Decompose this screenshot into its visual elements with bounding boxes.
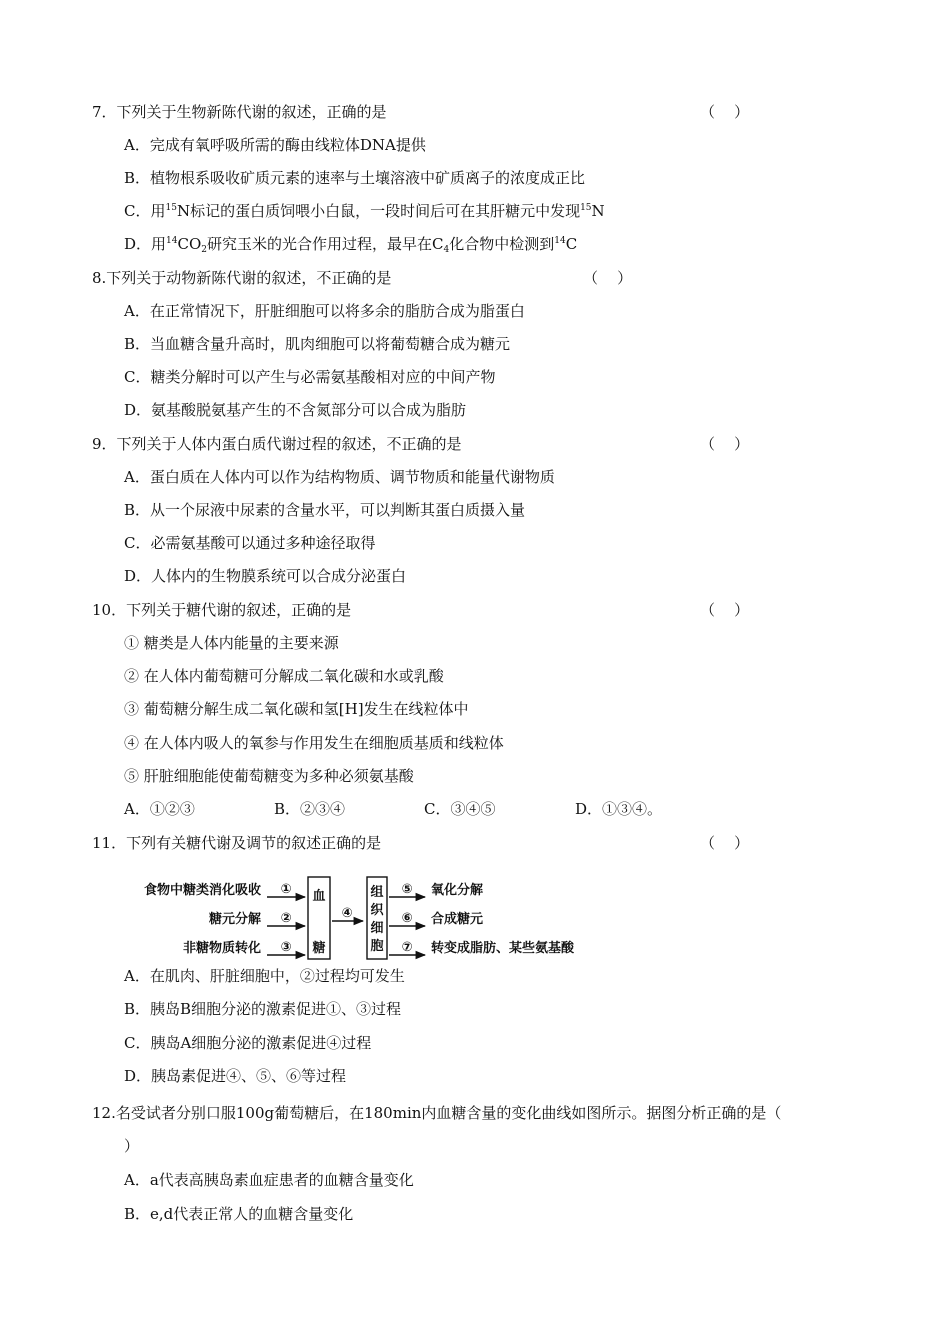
- tissue-cell-char-1: 组: [370, 885, 384, 900]
- question-7-option-b: B．植物根系吸收矿质元素的速率与土壤溶液中矿质离子的浓度成正比: [124, 169, 586, 187]
- question-12-stem-closing-bracket: ）: [124, 1137, 140, 1155]
- question-10-answer-bracket: （ ）: [700, 601, 750, 619]
- question-7-option-a: A．完成有氧呼吸所需的酶由线粒体DNA提供: [124, 136, 426, 154]
- question-10-choice-b: B．②③④: [274, 800, 346, 818]
- blood-sugar-char-1: 血: [312, 889, 326, 904]
- question-8-option-b: B．当血糖含量升高时，肌肉细胞可以将葡萄糖合成为糖元: [124, 335, 511, 353]
- question-10-statement: ① 糖类是人体内能量的主要来源: [124, 634, 339, 652]
- question-8-stem: 8.下列关于动物新陈代谢的叙述，不正确的是: [92, 269, 392, 287]
- process-number-3: ③: [280, 940, 292, 955]
- question-10-stem: 10．下列关于糖代谢的叙述，正确的是: [92, 601, 352, 619]
- output-label-glycogen-synthesis: 合成糖元: [431, 912, 484, 927]
- question-7-stem: 7．下列关于生物新陈代谢的叙述，正确的是: [92, 103, 387, 121]
- question-8-option-c: C．糖类分解时可以产生与必需氨基酸相对应的中间产物: [124, 368, 496, 386]
- question-10-choice-a: A．①②③: [124, 800, 195, 818]
- question-7-option-d: D．用$^{14}CO_2$研究玉米的光合作用过程，最早在$C_4$化合物中检测到$^{14}$C: [124, 235, 578, 255]
- question-8-answer-bracket: （ ）: [583, 269, 633, 287]
- output-label-oxidation: 氧化分解: [431, 883, 484, 898]
- question-10-statement: ⑤ 肝脏细胞能使葡萄糖变为多种必须氨基酸: [124, 767, 414, 785]
- question-9-stem: 9．下列关于人体内蛋白质代谢过程的叙述，不正确的是: [92, 435, 462, 453]
- question-10-choice-c: C．③④⑤: [424, 800, 496, 818]
- question-8-option-a: A．在正常情况下，肝脏细胞可以将多余的脂肪合成为脂蛋白: [124, 302, 525, 320]
- tissue-cell-char-3: 细: [370, 921, 384, 936]
- question-12-stem: 12.名受试者分别口服100g葡萄糖后，在180min内血糖含量的变化曲线如图所示。据图分析正确的是（: [92, 1104, 782, 1122]
- tissue-cell-char-4: 胞: [370, 939, 384, 954]
- question-10-choice-d: D．①③④。: [575, 800, 663, 818]
- question-7-option-c: C．用$^{15}$N标记的蛋白质饲喂小白鼠，一段时间后可在其肝糖元中发现$^{15}$N: [124, 202, 605, 220]
- blood-sugar-char-2: 糖: [312, 941, 326, 956]
- question-7-answer-bracket: （ ）: [700, 103, 750, 121]
- question-9-option-d: D．人体内的生物膜系统可以合成分泌蛋白: [124, 567, 407, 585]
- process-number-4: ④: [341, 906, 353, 921]
- question-9-option-a: A．蛋白质在人体内可以作为结构物质、调节物质和能量代谢物质: [124, 468, 555, 486]
- question-8-option-d: D．氨基酸脱氨基产生的不含氮部分可以合成为脂肪: [124, 401, 467, 419]
- blood-sugar-metabolism-diagram: [125, 875, 595, 961]
- question-11-option-b: B．胰岛B细胞分泌的激素促进①、③过程: [124, 1000, 402, 1018]
- question-12-option-a: A．a代表高胰岛素血症患者的血糖含量变化: [124, 1171, 414, 1189]
- question-10-statement: ② 在人体内葡萄糖可分解成二氧化碳和水或乳酸: [124, 667, 444, 685]
- source-label-digestion: 食物中糖类消化吸收: [143, 883, 261, 898]
- question-12-option-b: B．e,d代表正常人的血糖含量变化: [124, 1205, 354, 1223]
- output-label-conversion: 转变成脂肪、某些氨基酸: [431, 941, 575, 956]
- question-10-statement: ④ 在人体内吸人的氧参与作用发生在细胞质基质和线粒体: [124, 734, 504, 752]
- process-number-1: ①: [280, 882, 292, 897]
- process-number-7: ⑦: [401, 940, 413, 955]
- source-label-non-sugar-conversion: 非糖物质转化: [182, 941, 261, 956]
- question-9-option-b: B．从一个尿液中尿素的含量水平，可以判断其蛋白质摄入量: [124, 501, 526, 519]
- question-11-option-d: D．胰岛素促进④、⑤、⑥等过程: [124, 1067, 347, 1085]
- question-10-statement: ③ 葡萄糖分解生成二氧化碳和氢[H]发生在线粒体中: [124, 700, 469, 718]
- question-11-option-a: A．在肌肉、肝脏细胞中，②过程均可发生: [124, 967, 405, 985]
- question-11-option-c: C．胰岛A细胞分泌的激素促进④过程: [124, 1034, 372, 1052]
- process-number-6: ⑥: [401, 911, 413, 926]
- process-number-2: ②: [280, 911, 292, 926]
- question-9-answer-bracket: （ ）: [700, 435, 750, 453]
- source-label-glycogen-breakdown: 糖元分解: [208, 912, 261, 927]
- question-11-stem: 11．下列有关糖代谢及调节的叙述正确的是: [92, 834, 382, 852]
- question-11-answer-bracket: （ ）: [700, 834, 750, 852]
- tissue-cell-char-2: 织: [370, 903, 384, 918]
- process-number-5: ⑤: [401, 882, 413, 897]
- question-9-option-c: C．必需氨基酸可以通过多种途径取得: [124, 534, 376, 552]
